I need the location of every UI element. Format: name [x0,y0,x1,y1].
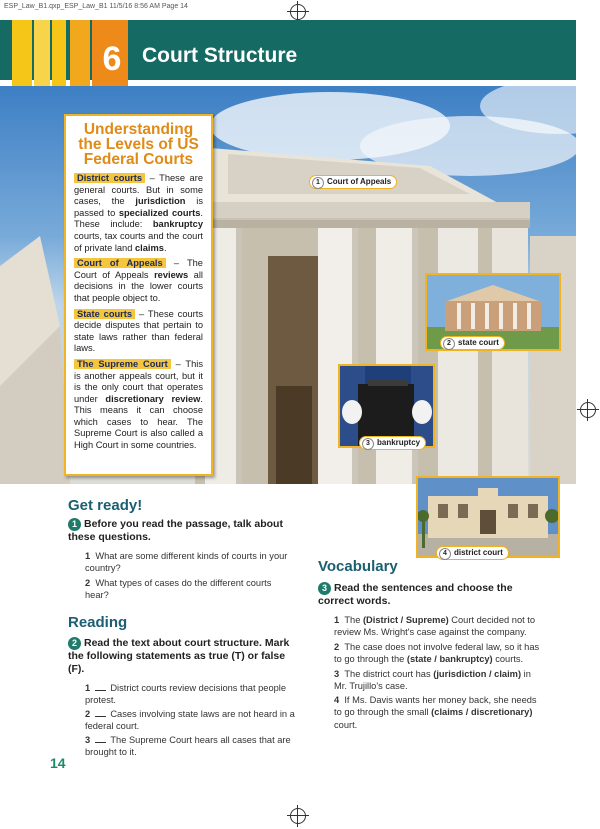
vocabulary-item: 1 The (District / Supreme) Court decided not to review Ms. Wright's case against the company. [334,615,536,638]
get-ready-question: 1 Before you read the passage, talk about these questions. [68,518,283,543]
vocabulary-item: 4 If Ms. Davis wants her money back, she needs to go through the small (claims / discretionary) court. [334,695,537,730]
passage-paragraph: Court of Appeals – The Court of Appeals reviews all decisions in the lower courts that people object to. [74,258,203,303]
true-false-item[interactable]: 3 The Supreme Court hears all cases that are brought to it. [85,735,291,758]
page-number: 14 [50,755,66,771]
reading-question: 2 Read the text about court structure. Mark the following statements as true (T) or false (F). [68,637,290,675]
reading-passage-box [64,114,213,476]
registration-mark [580,402,596,418]
print-slug: ESP_Law_B1.qxp_ESP_Law_B1 11/5/16 8:56 AM Page 14 [4,3,188,10]
list-item: 1 What are some different kinds of courts in your country? [85,551,288,574]
list-item: 2 What types of cases do the different courts hear? [85,578,272,601]
passage-paragraph: State courts – These courts decide disputes that pertain to state laws rather than federal laws. [74,308,203,354]
unit-number: 6 [102,40,122,78]
label-court-of-appeals: 1 Court of Appeals [309,175,397,189]
vocabulary-question: 3 Read the sentences and choose the correct words. [318,582,513,607]
true-false-item[interactable]: 2 Cases involving state laws are not heard in a federal court. [85,709,295,732]
passage-paragraph: District courts – These are general courts. But in some cases, the jurisdiction is passed to specialized courts. These include: bankruptcy courts, tax courts and the court of private land claims. [74,173,203,253]
vocabulary-heading: Vocabulary [318,558,398,575]
reading-heading: Reading [68,614,128,631]
true-false-item[interactable]: 1 District courts review decisions that people protest. [85,683,287,706]
unit-title: Court Structure [142,44,298,67]
empty-pockets-illustration [340,366,433,446]
vocabulary-item: 3 The district court has (jurisdiction / claim) in Mr. Trujillo's case. [334,669,531,692]
district-court-illustration [418,478,558,556]
passage-title: Understanding the Levels of US Federal Courts [78,121,199,168]
label-district-court: 4 district court [436,546,509,560]
vocabulary-item: 2 The case does not involve federal law, so it has to go through the (state / bankruptcy) courts. [334,642,540,665]
label-state-court: 2 state court [440,336,505,350]
registration-mark [290,808,306,824]
label-bankruptcy: 3 bankruptcy [359,436,426,450]
registration-mark [290,4,306,20]
get-ready-heading: Get ready! [68,497,143,514]
passage-paragraph: The Supreme Court – This is another appeals court, but it is the only court that operates under discretionary review. This means it can choose which cases to hear. The Supreme Court is also called a High Court in some countries. [74,358,203,451]
